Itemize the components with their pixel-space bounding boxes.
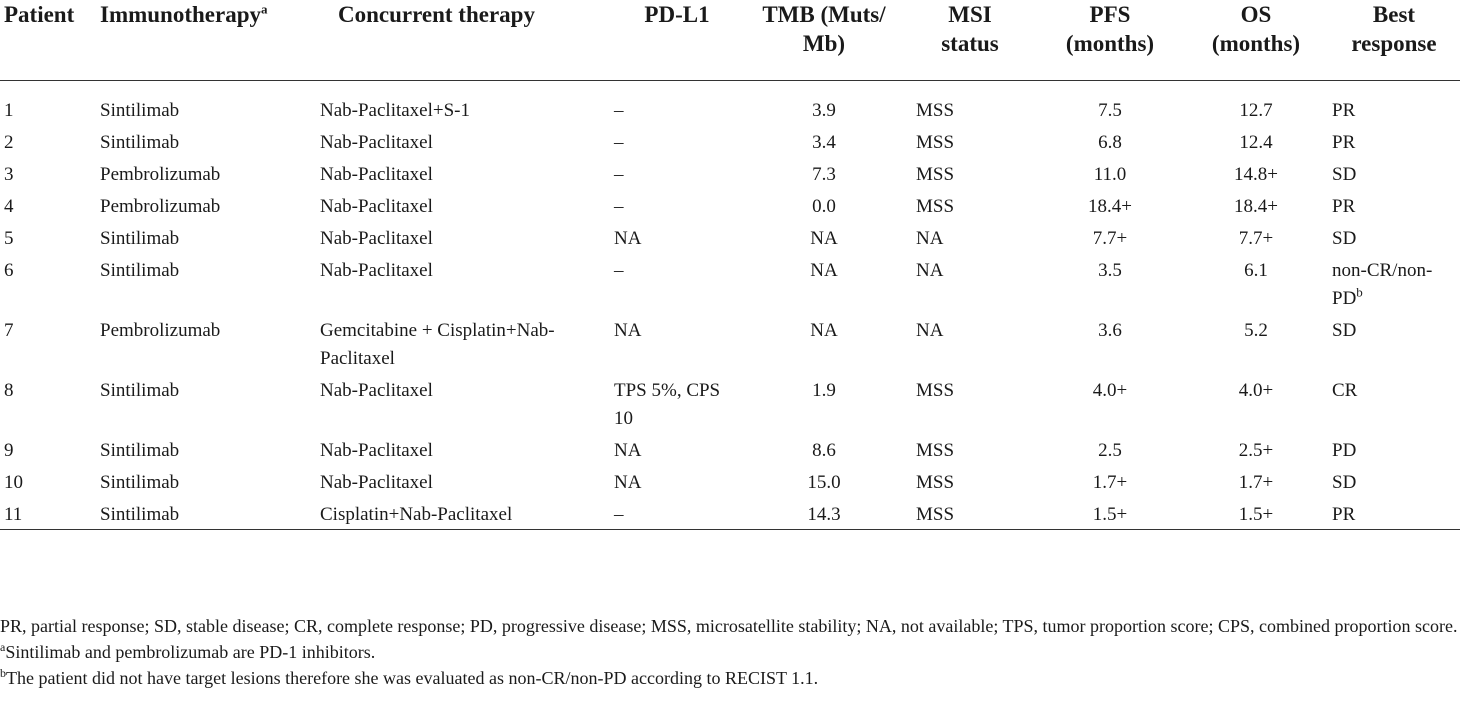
cell-pfs-text: 3.5 [1098,259,1122,281]
cell-best-response [1328,433,1460,465]
cell-immunotherapy [96,125,308,157]
cell-pfs [1036,221,1184,253]
footnote-a [0,639,1460,665]
cell-msi-status-text: NA [916,259,944,281]
header-best-response: Best response [1351,2,1437,56]
cell-msi-status [904,373,1036,433]
cell-best-response-text: PR [1332,503,1356,525]
cell-pfs-text: 7.7+ [1092,227,1128,249]
cell-immunotherapy [96,497,308,530]
cell-concurrent-therapy-text: Nab-Paclitaxel [320,227,433,249]
cell-os-text: 7.7+ [1238,227,1274,249]
cell-concurrent-therapy-text: Gemcitabine + Cisplatin+Nab-Paclitaxel [320,319,555,369]
cell-tmb-text: 3.4 [812,131,836,153]
cell-pfs [1036,497,1184,530]
cell-pdl1-text: – [614,163,624,185]
footnote-a-text: Sintilimab and pembrolizumab are PD-1 inhibitors. [5,642,376,662]
footnote-a-mark: a [0,640,6,654]
table-row [0,189,1460,221]
cell-immunotherapy [96,157,308,189]
cell-concurrent-therapy-text: Nab-Paclitaxel [320,439,433,461]
cell-os [1184,253,1328,313]
cell-concurrent-therapy-text: Cisplatin+Nab-Paclitaxel [320,503,513,525]
cell-concurrent-therapy-text: Nab-Paclitaxel+S-1 [320,99,471,121]
cell-best-response-text: SD [1332,163,1357,185]
cell-patient [0,313,96,373]
table-row [0,221,1460,253]
header-row [0,0,1460,80]
cell-best-response [1328,125,1460,157]
cell-os-text: 18.4+ [1234,195,1278,217]
cell-pdl1 [610,80,744,125]
cell-best-response-text: PD [1332,439,1357,461]
abbreviations-note: PR, partial response; SD, stable disease; CR, complete response; PD, progressive disease; MSS, microsatellite stability; NA, not available; TPS, tumor proportion score; CPS, combined proportion score. [0,616,1458,636]
cell-immunotherapy-text: Sintilimab [100,99,180,121]
cell-pdl1 [610,221,744,253]
cell-patient [0,253,96,313]
cell-os-text: 1.7+ [1238,471,1274,493]
footnote-b [0,665,1460,691]
cell-best-response [1328,157,1460,189]
cell-patient-text: 1 [4,99,14,121]
cell-tmb-text: NA [810,319,838,341]
cell-os-text: 6.1 [1244,259,1268,281]
cell-tmb [744,313,904,373]
cell-patient [0,157,96,189]
cell-immunotherapy-text: Sintilimab [100,131,180,153]
cell-pfs [1036,80,1184,125]
cell-pdl1-text: – [614,195,624,217]
cell-os-text: 1.5+ [1238,503,1274,525]
cell-tmb-text: 14.3 [807,503,841,525]
cell-best-response [1328,221,1460,253]
cell-concurrent-therapy [308,189,610,221]
cell-os [1184,125,1328,157]
cell-msi-status [904,433,1036,465]
cell-patient [0,80,96,125]
cell-immunotherapy [96,189,308,221]
table-row [0,125,1460,157]
cell-pdl1-text: TPS 5%, CPS 10 [614,379,721,429]
cell-os-text: 14.8+ [1234,163,1278,185]
cell-patient-text: 3 [4,163,14,185]
cell-immunotherapy-text: Sintilimab [100,439,180,461]
cell-pdl1 [610,189,744,221]
cell-immunotherapy [96,313,308,373]
cell-pfs [1036,253,1184,313]
cell-concurrent-therapy [308,157,610,189]
cell-concurrent-therapy-text: Nab-Paclitaxel [320,195,433,217]
table-footnotes [0,613,1460,691]
cell-pdl1-text: – [614,99,624,121]
cell-os-text: 12.4 [1239,131,1273,153]
cell-tmb-text: 15.0 [807,471,841,493]
cell-msi-status [904,253,1036,313]
cell-msi-status [904,189,1036,221]
cell-tmb [744,125,904,157]
cell-immunotherapy-text: Sintilimab [100,471,180,493]
cell-pdl1-text: NA [614,439,642,461]
cell-immunotherapy-text: Pembrolizumab [100,195,221,217]
cell-tmb-text: 1.9 [812,379,836,401]
cell-msi-status [904,125,1036,157]
cell-pdl1 [610,253,744,313]
cell-tmb [744,157,904,189]
cell-os [1184,433,1328,465]
cell-patient-text: 7 [4,319,14,341]
cell-patient-text: 4 [4,195,14,217]
cell-concurrent-therapy [308,433,610,465]
cell-pfs-text: 18.4+ [1088,195,1132,217]
cell-best-response-text: CR [1332,379,1358,401]
cell-pdl1 [610,157,744,189]
cell-pdl1 [610,125,744,157]
cell-best-response-text: PR [1332,195,1356,217]
cell-os [1184,497,1328,530]
header-concurrent-therapy: Concurrent therapy [338,2,535,27]
cell-tmb [744,189,904,221]
cell-patient-text: 6 [4,259,14,281]
cell-patient [0,221,96,253]
cell-tmb [744,80,904,125]
cell-pdl1-text: NA [614,227,642,249]
cell-msi-status [904,497,1036,530]
cell-pfs [1036,189,1184,221]
cell-pfs-text: 6.8 [1098,131,1122,153]
cell-msi-status-text: MSS [916,163,955,185]
table-row [0,497,1460,530]
header-patient: Patient [4,2,75,27]
cell-pdl1 [610,373,744,433]
cell-concurrent-therapy-text: Nab-Paclitaxel [320,131,433,153]
cell-os [1184,157,1328,189]
cell-pdl1-text: – [614,503,624,525]
cell-immunotherapy [96,465,308,497]
cell-tmb [744,465,904,497]
table-row [0,313,1460,373]
cell-pdl1-text: NA [614,471,642,493]
cell-best-response-text: SD [1332,227,1357,249]
cell-pfs [1036,125,1184,157]
cell-msi-status [904,221,1036,253]
cell-best-response [1328,313,1460,373]
cell-os [1184,465,1328,497]
table-body [0,80,1460,529]
cell-os [1184,373,1328,433]
cell-pfs [1036,373,1184,433]
cell-best-response-text: PR [1332,99,1356,121]
cell-pdl1-text: NA [614,319,642,341]
cell-patient-text: 8 [4,379,14,401]
header-os: OS (months) [1211,2,1301,56]
cell-patient-text: 2 [4,131,14,153]
cell-pfs-text: 1.5+ [1092,503,1128,525]
header-msi-status: MSI status [941,2,999,56]
cell-pdl1 [610,433,744,465]
table-row [0,80,1460,125]
cell-msi-status-text: NA [916,227,944,249]
cell-pfs [1036,465,1184,497]
table-row [0,433,1460,465]
table-row [0,157,1460,189]
cell-immunotherapy [96,373,308,433]
header-immunotherapy-footnote-mark: a [261,1,268,17]
header-tmb: TMB (Muts/ Mb) [762,2,886,56]
cell-pfs-text: 11.0 [1093,163,1127,185]
cell-immunotherapy-text: Sintilimab [100,227,180,249]
footnote-b-mark: b [0,666,6,680]
cell-os-text: 12.7 [1239,99,1273,121]
cell-patient-text: 9 [4,439,14,461]
cell-immunotherapy [96,80,308,125]
cell-msi-status-text: MSS [916,131,955,153]
cell-tmb-text: 8.6 [812,439,836,461]
cell-concurrent-therapy [308,313,610,373]
cell-tmb-text: 0.0 [812,195,836,217]
cell-immunotherapy [96,253,308,313]
cell-msi-status-text: MSS [916,379,955,401]
cell-msi-status [904,465,1036,497]
cell-os [1184,80,1328,125]
table-row [0,373,1460,433]
cell-os-text: 2.5+ [1238,439,1274,461]
cell-best-response-text: SD [1332,471,1357,493]
cell-immunotherapy-text: Pembrolizumab [100,163,221,185]
cell-msi-status-text: MSS [916,99,955,121]
cell-concurrent-therapy [308,221,610,253]
cell-tmb-text: NA [810,259,838,281]
cell-msi-status-text: NA [916,319,944,341]
cell-tmb-text: 7.3 [812,163,836,185]
cell-pfs-text: 1.7+ [1092,471,1128,493]
cell-pfs [1036,157,1184,189]
table-row [0,465,1460,497]
cell-best-response-text: SD [1332,319,1357,341]
cell-pfs [1036,313,1184,373]
cell-patient-text: 10 [4,471,23,493]
cell-os [1184,313,1328,373]
cell-os [1184,189,1328,221]
cell-immunotherapy [96,433,308,465]
cell-concurrent-therapy-text: Nab-Paclitaxel [320,379,433,401]
cell-concurrent-therapy-text: Nab-Paclitaxel [320,471,433,493]
cell-best-response-text: PR [1332,131,1356,153]
cell-concurrent-therapy [308,497,610,530]
cell-pdl1-text: – [614,131,624,153]
cell-tmb [744,221,904,253]
cell-pfs-text: 4.0+ [1092,379,1128,401]
cell-tmb-text: 3.9 [812,99,836,121]
header-pdl1: PD-L1 [644,2,710,27]
cell-concurrent-therapy [308,373,610,433]
cell-best-response [1328,189,1460,221]
cell-msi-status [904,157,1036,189]
cell-patient [0,433,96,465]
cell-pfs [1036,433,1184,465]
table-row [0,253,1460,313]
cell-os-text: 4.0+ [1238,379,1274,401]
cell-tmb [744,373,904,433]
cell-pdl1 [610,497,744,530]
cell-patient [0,465,96,497]
cell-immunotherapy [96,221,308,253]
cell-msi-status-text: MSS [916,471,955,493]
cell-immunotherapy-text: Sintilimab [100,503,180,525]
cell-patient [0,373,96,433]
cell-pfs-text: 7.5 [1098,99,1122,121]
header-pfs: PFS (months) [1065,2,1155,56]
cell-best-response [1328,253,1460,313]
cell-patient [0,497,96,530]
cell-concurrent-therapy-text: Nab-Paclitaxel [320,259,433,281]
cell-best-response [1328,80,1460,125]
cell-os [1184,221,1328,253]
cell-msi-status-text: MSS [916,503,955,525]
cell-best-response-text: non-CR/non-PD [1332,259,1433,309]
cell-concurrent-therapy [308,80,610,125]
cell-pdl1 [610,465,744,497]
cell-pfs-text: 2.5 [1098,439,1122,461]
header-immunotherapy: Immunotherapy$^a$ [100,1,268,27]
cell-os-text: 5.2 [1244,319,1268,341]
cell-pdl1 [610,313,744,373]
cell-best-response [1328,497,1460,530]
cell-msi-status-text: MSS [916,195,955,217]
cell-msi-status-text: MSS [916,439,955,461]
cell-immunotherapy-text: Sintilimab [100,379,180,401]
cell-concurrent-therapy [308,465,610,497]
cell-best-response-footnote-mark: b [1356,284,1363,300]
cell-concurrent-therapy [308,125,610,157]
cell-patient-text: 11 [4,503,23,525]
cell-immunotherapy-text: Pembrolizumab [100,319,221,341]
cell-best-response [1328,465,1460,497]
cell-patient [0,125,96,157]
cell-pfs-text: 3.6 [1098,319,1122,341]
cell-tmb [744,253,904,313]
table-header [0,0,1460,80]
cell-tmb [744,497,904,530]
cell-pdl1-text: – [614,259,624,281]
cell-immunotherapy-text: Sintilimab [100,259,180,281]
cell-best-response [1328,373,1460,433]
cell-msi-status [904,313,1036,373]
cell-concurrent-therapy [308,253,610,313]
cell-tmb-text: NA [810,227,838,249]
footnote-b-text: The patient did not have target lesions therefore she was evaluated as non-CR/non-PD according to RECIST 1.1. [6,668,819,688]
cell-patient [0,189,96,221]
cell-tmb [744,433,904,465]
cell-patient-text: 5 [4,227,14,249]
cell-msi-status [904,80,1036,125]
cell-concurrent-therapy-text: Nab-Paclitaxel [320,163,433,185]
